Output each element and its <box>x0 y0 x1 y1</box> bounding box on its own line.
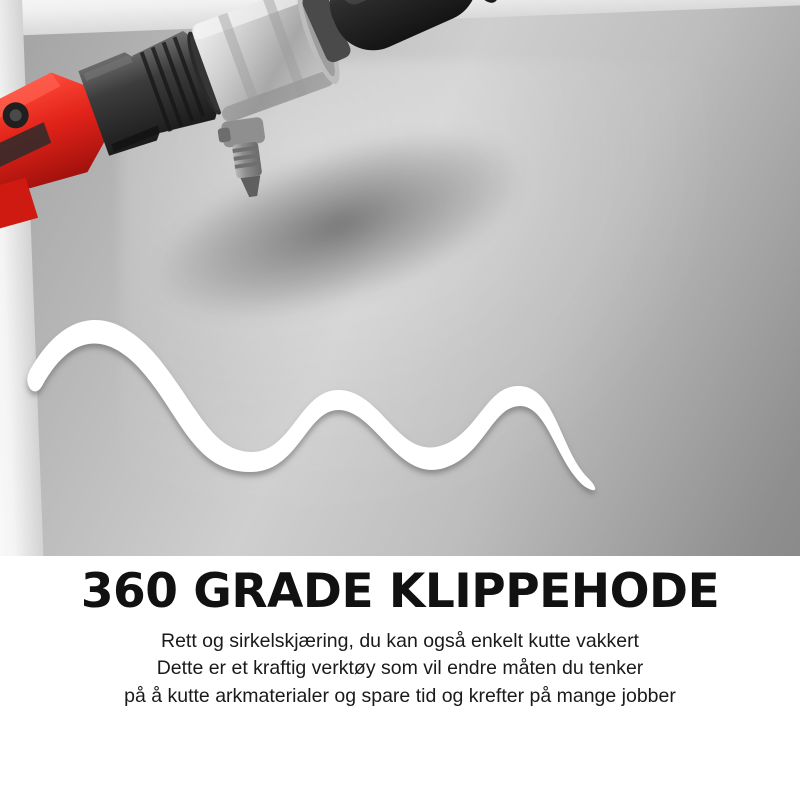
description-line-2: Dette er et kraftig verktøy som vil endre måten du tenker <box>156 657 644 680</box>
description-line-3: på å kutte arkmaterialer og spare tid og krefter på mange jobber <box>124 685 676 708</box>
drill-with-nibbler-attachment <box>0 0 580 320</box>
description-line-1: Rett og sirkelskjæring, du kan også enkelt kutte vakkert <box>161 629 639 652</box>
caption-block <box>0 556 800 800</box>
cutter-punch-head <box>217 117 273 201</box>
description <box>0 618 800 711</box>
headline: 360 GRADE KLIPPEHODE <box>80 564 720 619</box>
